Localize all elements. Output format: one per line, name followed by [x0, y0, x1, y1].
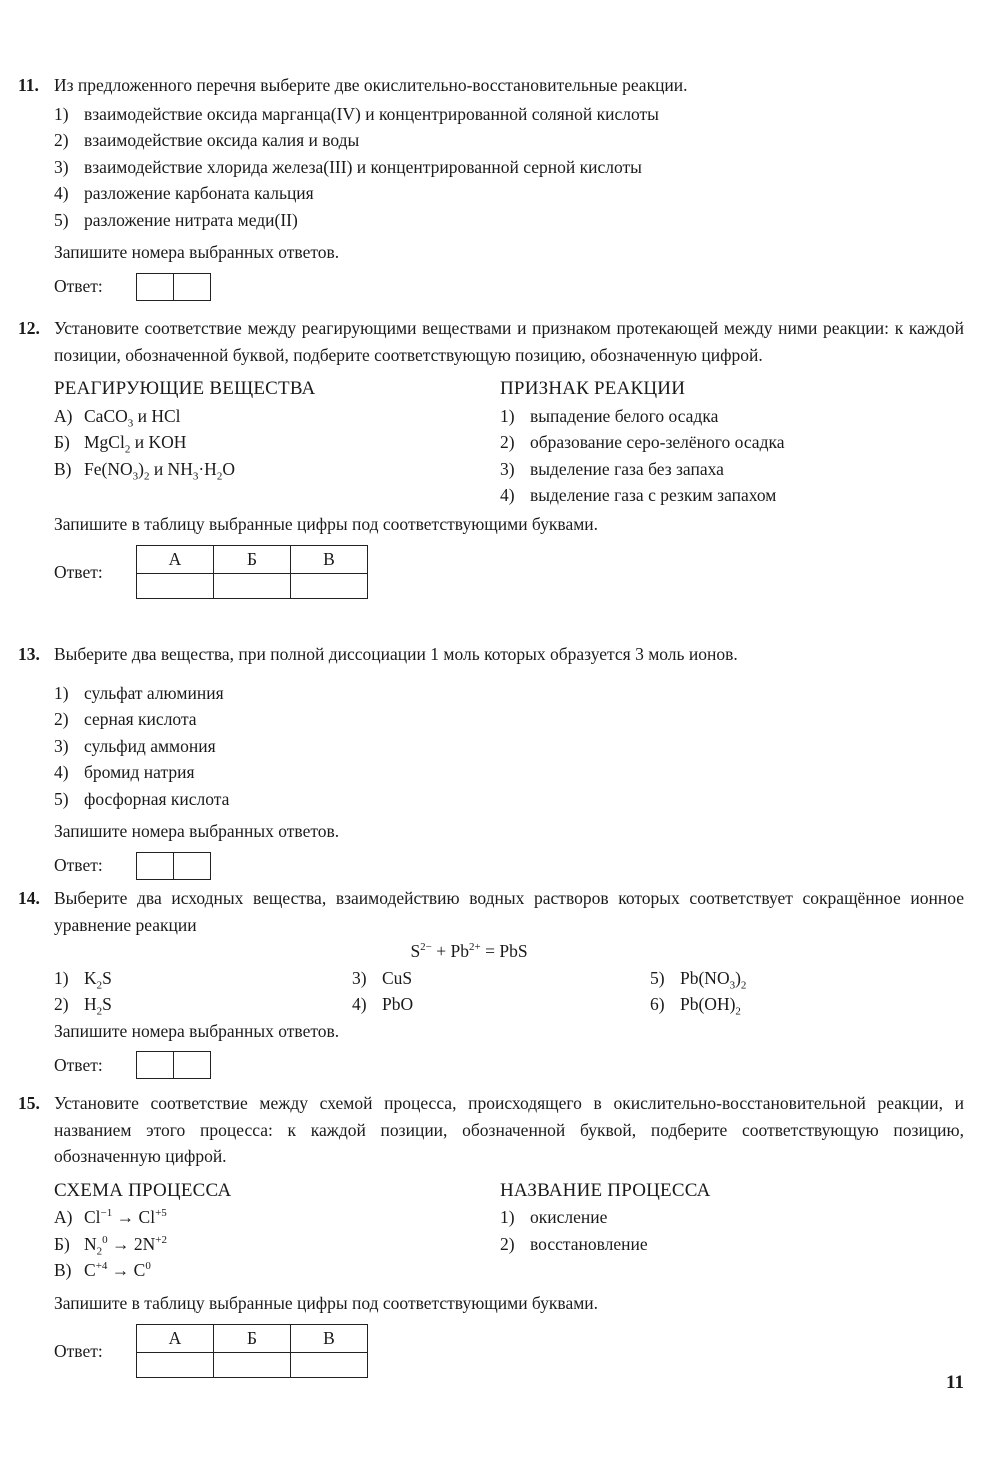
answer-cell[interactable]: [137, 573, 214, 598]
answer-cells: [136, 1051, 211, 1079]
reactant-item: В) $Fe(NO_3)_2$ и $NH_3\cdot H_2O$: [54, 458, 235, 482]
option: 3) CuS: [352, 967, 413, 988]
answer-cell[interactable]: [291, 573, 368, 598]
instruction: Запишите номера выбранных ответов.: [54, 821, 340, 841]
table-header-cell: Б: [214, 1325, 291, 1353]
answer-cell[interactable]: [214, 573, 291, 598]
answer-cell[interactable]: [214, 1352, 291, 1377]
answer-label: Ответ:: [54, 561, 103, 582]
process-item: 2) восстановление: [500, 1233, 648, 1254]
option: 3) сульфид аммония: [54, 735, 216, 756]
process-item: 1) окисление: [500, 1207, 608, 1227]
sign-item: 2) образование серо-зелёного осадка: [500, 432, 785, 452]
instruction: Запишите в таблицу выбранные цифры под соответствующими буквами.: [54, 1292, 599, 1313]
option: 3) взаимодействие хлорида железа(III) и концентрированной серной кислоты: [54, 156, 642, 177]
question-text: Установите соответствие между реагирующими веществами и признаком протекающей между ними реакции: к каждой позиции, обозначенной буквой, подберите соответствующую позицию, обозначенную цифрой.: [54, 318, 964, 365]
question-number: 14.: [18, 888, 40, 908]
question-number: 12.: [18, 318, 40, 338]
option: 4) бромид натрия: [54, 762, 195, 782]
answer-cell[interactable]: [137, 1352, 214, 1377]
answer-cell[interactable]: [174, 1052, 210, 1078]
answer-cells: [136, 273, 211, 301]
option: 5) $Pb(NO_3)_2$: [650, 967, 747, 991]
option: 1) взаимодействие оксида марганца(IV) и концентрированной соляной кислоты: [54, 103, 659, 124]
sign-item: 3) выделение газа без запаха: [500, 458, 724, 479]
page-number: 11: [946, 1372, 964, 1393]
question-number: 11.: [18, 75, 39, 95]
instruction: Запишите номера выбранных ответов.: [54, 242, 340, 262]
table-header-cell: В: [291, 1325, 368, 1353]
question-13: [18, 641, 964, 881]
instruction: Запишите номера выбранных ответов.: [54, 1020, 340, 1041]
option: 5) разложение нитрата меди(II): [54, 209, 298, 230]
answer-cell[interactable]: [137, 1052, 174, 1078]
table-header-cell: Б: [214, 546, 291, 574]
answer-row: [54, 1324, 964, 1378]
column-heading: ПРИЗНАК РЕАКЦИИ: [500, 378, 686, 399]
answer-cell[interactable]: [174, 853, 210, 879]
answer-row: [54, 851, 964, 881]
question-12: [18, 315, 964, 599]
answer-cell[interactable]: [291, 1352, 368, 1377]
question-text: Выберите два исходных вещества, взаимодействию водных растворов которых соответствует сокращённое ионное уравнение реакции: [54, 888, 964, 935]
answer-cell[interactable]: [137, 853, 174, 879]
ionic-equation: $S^{2-} + Pb^{2+}$ = PbS: [410, 941, 528, 961]
answer-cell[interactable]: [174, 274, 210, 300]
option: 1) $K_2S$: [54, 967, 112, 991]
column-heading: РЕАГИРУЮЩИЕ ВЕЩЕСТВА: [54, 378, 316, 399]
option: 2) $H_2S$: [54, 994, 112, 1018]
table-header-cell: А: [137, 546, 214, 574]
answer-table: [136, 545, 368, 599]
answer-label: Ответ:: [54, 1340, 103, 1361]
answer-cells: [136, 852, 211, 880]
question-text: Выберите два вещества, при полной диссоциации 1 моль которых образуется 3 моль ионов.: [54, 644, 738, 664]
answer-label: Ответ:: [54, 855, 103, 876]
answer-row: [54, 272, 964, 302]
answer-row: [54, 1050, 964, 1080]
column-heading: СХЕМА ПРОЦЕССА: [54, 1179, 232, 1201]
question-number: 15.: [18, 1093, 40, 1113]
table-header-cell: В: [291, 546, 368, 574]
option: 2) взаимодействие оксида калия и воды: [54, 130, 360, 150]
sign-item: 1) выпадение белого осадка: [500, 405, 719, 426]
answer-row: [54, 545, 964, 599]
scheme-item: В) $C^{+4} \to C^0$: [54, 1260, 151, 1280]
answer-table: [136, 1324, 368, 1378]
question-text: Из предложенного перечня выберите две окислительно-восстановительные реакции.: [54, 75, 688, 95]
scheme-item: А) $Cl^{-1} \to Cl^{+5}$: [54, 1207, 167, 1227]
sign-item: 4) выделение газа с резким запахом: [500, 485, 777, 505]
question-number: 13.: [18, 644, 40, 664]
question-14: [18, 885, 964, 1080]
option: 6) $Pb(OH)_2$: [650, 994, 741, 1018]
table-header-cell: А: [137, 1325, 214, 1353]
answer-cell[interactable]: [137, 274, 174, 300]
reactant-item: Б) MgCl$_2$ и KOH: [54, 432, 187, 456]
option: 2) серная кислота: [54, 709, 197, 729]
column-heading: НАЗВАНИЕ ПРОЦЕССА: [500, 1179, 711, 1201]
scheme-item: Б) $N_2^0 \to 2N^{+2}$: [54, 1233, 167, 1257]
question-text: Установите соответствие между схемой процесса, происходящего в окислительно-восстановительной реакции, и названием этого процесса: к каждой позиции, обозначенной буквой, подберите соответствующую позицию, обозначенную цифрой.: [54, 1093, 964, 1166]
option: 4) PbO: [352, 994, 414, 1014]
option: 5) фосфорная кислота: [54, 788, 230, 809]
question-11: [18, 72, 964, 302]
reactant-item: А) CaCO$_3$ и HCl: [54, 405, 181, 429]
option: 4) разложение карбоната кальция: [54, 183, 314, 203]
option: 1) сульфат алюминия: [54, 682, 224, 703]
instruction: Запишите в таблицу выбранные цифры под соответствующими буквами.: [54, 513, 599, 534]
answer-label: Ответ:: [54, 1054, 103, 1075]
answer-label: Ответ:: [54, 276, 103, 297]
question-15: [18, 1090, 964, 1378]
